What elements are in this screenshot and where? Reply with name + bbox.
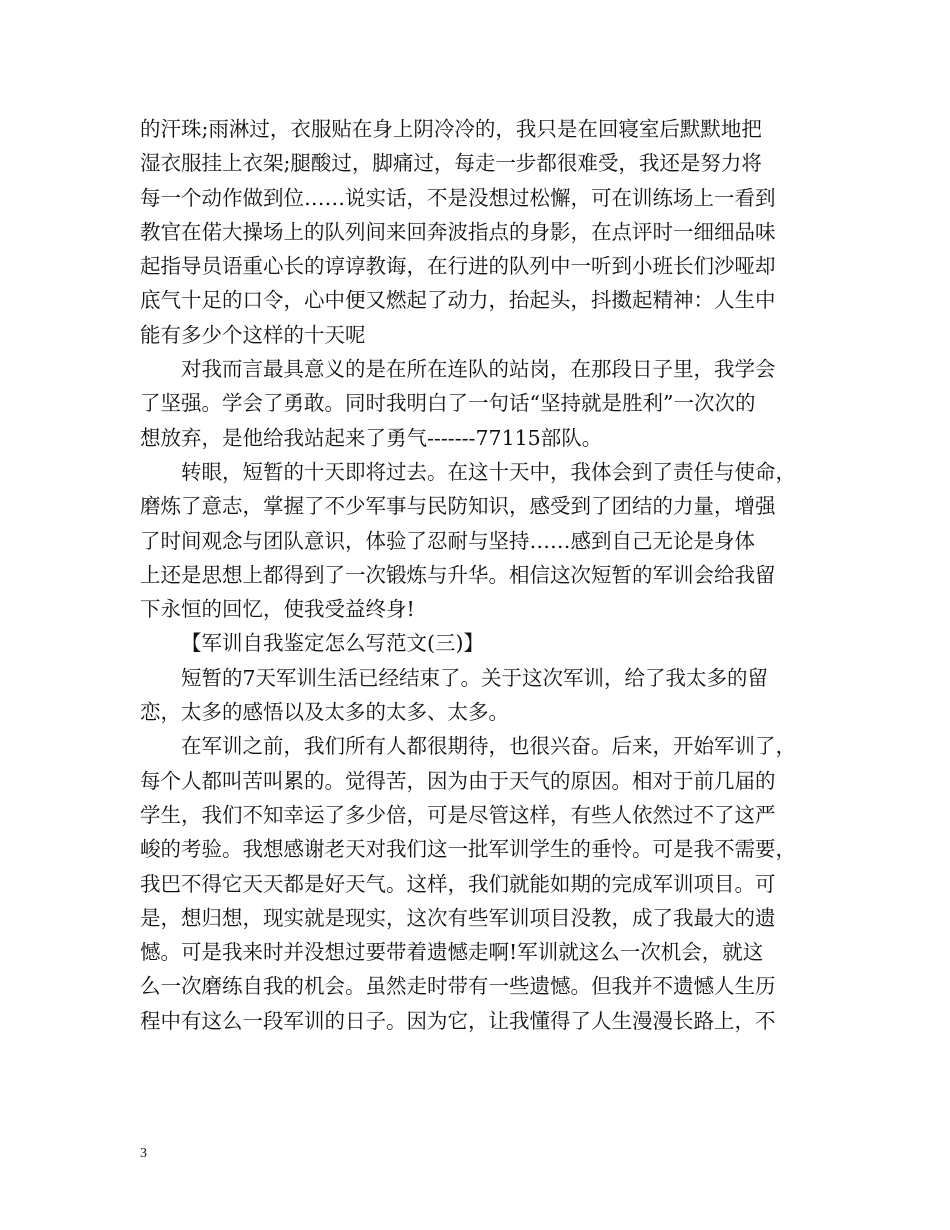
text-line: 短暂的7天军训生活已经结束了。关于这次军训，给了我太多的留	[181, 665, 769, 690]
text-line: 磨炼了意志，掌握了不少军事与民防知识，感受到了团结的力量，增强	[140, 494, 776, 519]
text-line: 湿衣服挂上衣架;腿酸过，脚痛过，每走一步都很难受，我还是努力将	[140, 151, 762, 176]
section-heading	[140, 626, 820, 660]
text-line: 憾。可是我来时并没想过要带着遗憾走啊!军训就这么一次机会，就这	[140, 940, 764, 965]
text-line: 起指导员语重心长的谆谆教诲，在行进的队列中一听到小班长们沙哑却	[140, 254, 776, 279]
text-line: 下永恒的回忆，使我受益终身!	[140, 597, 415, 622]
paragraph-seven-days	[140, 661, 820, 730]
text-line: 上还是思想上都得到了一次锻炼与升华。相信这次短暂的军训会给我留	[140, 562, 776, 587]
text-line: 底气十足的口令，心中便又燃起了动力，抬起头，抖擞起精神：人生中	[140, 288, 776, 313]
text-line: 程中有这么一段军训的日子。因为它，让我懂得了人生漫漫长路上，不	[140, 1008, 776, 1033]
paragraph-ten-days	[140, 455, 820, 626]
document-body	[140, 112, 820, 1038]
text-line: 的汗珠;雨淋过，衣服贴在身上阴冷冷的，我只是在回寝室后默默地把	[140, 117, 762, 141]
text-line: 教官在偌大操场上的队列间来回奔波指点的身影，在点评时一细细品味	[140, 219, 776, 244]
text-line: 恋，太多的感悟以及太多的太多、太多。	[140, 700, 509, 725]
text-line: 转眼，短暂的十天即将过去。在这十天中，我体会到了责任与使命，	[181, 459, 796, 484]
text-line: 了时间观念与团队意识，体验了忍耐与坚持……感到自己无论是身体	[140, 528, 755, 553]
paragraph-sentry-duty	[140, 352, 820, 455]
text-line: 对我而言最具意义的是在所在连队的站岗，在那段日子里，我学会	[181, 357, 776, 382]
paragraph-continuation	[140, 112, 820, 352]
text-line: 峻的考验。我想感谢老天对我们这一批军训学生的垂怜。可是我不需要，	[140, 837, 796, 862]
text-line: 在军训之前，我们所有人都很期待，也很兴奋。后来，开始军训了，	[181, 734, 796, 759]
text-line: 想放弃，是他给我站起来了勇气-------77115部队。	[140, 425, 603, 450]
text-line: 每一个动作做到位……说实话，不是没想过松懈，可在训练场上一看到	[140, 185, 776, 210]
heading-line: 【军训自我鉴定怎么写范文(三)】	[181, 631, 484, 656]
text-line: 我巴不得它天天都是好天气。这样，我们就能如期的完成军训项目。可	[140, 871, 776, 896]
text-line: 是，想归想，现实就是现实，这次有些军训项目没教，成了我最大的遗	[140, 905, 776, 930]
paragraph-before-training	[140, 729, 820, 1038]
page-number: 3	[140, 1146, 147, 1161]
text-line: 学生，我们不知幸运了多少倍，可是尽管这样，有些人依然过不了这严	[140, 802, 776, 827]
text-line: 每个人都叫苦叫累的。觉得苦，因为由于天气的原因。相对于前几届的	[140, 768, 776, 793]
text-line: 了坚强。学会了勇敢。同时我明白了一句话“坚持就是胜利”一次次的	[140, 391, 756, 416]
text-line: 能有多少个这样的十天呢	[140, 322, 366, 347]
text-line: 么一次磨练自我的机会。虽然走时带有一些遗憾。但我并不遗憾人生历	[140, 974, 776, 999]
